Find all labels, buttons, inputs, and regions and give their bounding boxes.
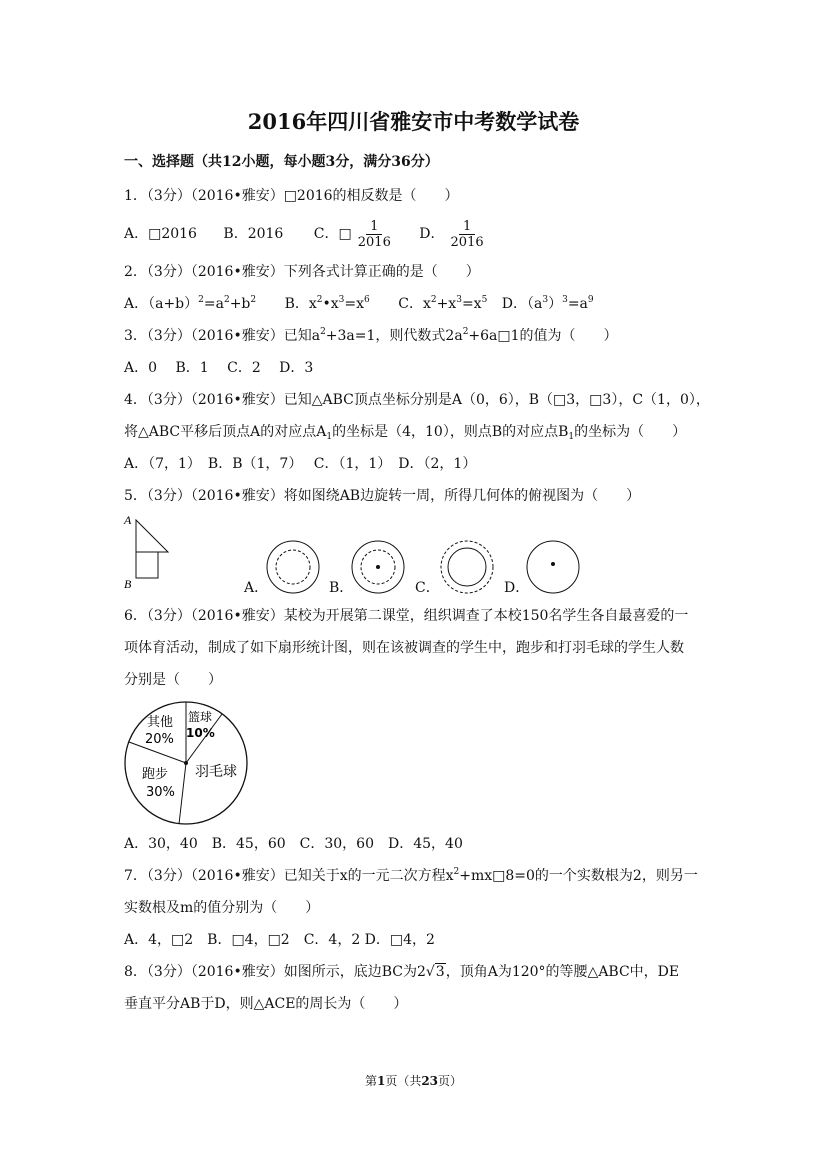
q6-line2: 项体育活动，制成了如下扇形统计图，则在该被调查的学生中，跑步和打羽毛球的学生人数 (124, 640, 684, 656)
q3-options: A．0 B．1 C．2 D．3 (124, 360, 314, 376)
slice-label-running: 跑步 (142, 767, 169, 782)
q8-line1: 8．（3分）（2016•雅安）如图所示，底边BC为2√3，顶角A为120°的等腰△ABC中，DE (124, 964, 680, 980)
q6-options: A．30，40 B．45，60 C．30，60 D．45，40 (124, 836, 463, 852)
q1-option-b: B．2016 (223, 226, 284, 242)
q2-option-c: C．$x^2+x^3=x^5$ (398, 295, 488, 312)
q2-option-a: A．$(a+b)^2=a^2+b^2$ (124, 295, 257, 312)
q5-stem: 5．（3分）（2016•雅安）将如图绕AB边旋转一周，所得几何体的俯视图为（ ） (124, 488, 641, 504)
pie-divider (179, 763, 186, 824)
q1-option-a: A．□2016 (124, 226, 197, 242)
page-title: 2016年四川省雅安市中考数学试卷 (247, 109, 580, 134)
pie-center (184, 761, 188, 765)
q5-option-c-figure (438, 538, 496, 596)
square (136, 552, 158, 578)
q4-line1: 4．（3分）（2016•雅安）已知△ABC顶点坐标分别是A（0，6），B（□3，□3），C（1，0）， (124, 392, 710, 408)
q7-line2: 实数根及m的值分别为（ ） (124, 900, 320, 916)
q7-options: A．4，□2 B．□4，□2 C．4，2 D．□4，2 (124, 932, 435, 948)
q3-stem: 3．（3分）（2016•雅安）已知$a^2+3a=1$，则代数式$2a^2+6a□1$的值为（ ） (124, 327, 618, 344)
slice-pct-other: 20% (145, 732, 174, 747)
slice-pct-basketball: 10% (186, 726, 215, 740)
q5-option-b: B． (329, 580, 354, 596)
slice-label-basketball: 篮球 (188, 710, 213, 724)
q1-option-c: C．□ $\frac{1}{2016}$ (314, 226, 397, 242)
q1-stem: 1．（3分）（2016•雅安）□2016的相反数是（ ） (124, 188, 459, 204)
q5-option-a: A． (244, 580, 269, 596)
q2-option-b: B．$x^2•x^3=x^6$ (284, 295, 370, 312)
slice-label-other: 其他 (147, 715, 174, 730)
q2-option-d: D．$(a^3)^3=a^9$ (501, 295, 594, 312)
q4-options: A．（7，1） B．B（1，7） C．（1，1） D．（2，1） (124, 456, 477, 472)
section-heading: 一、选择题（共12小题，每小题3分，满分36分） (124, 154, 439, 170)
q5-option-a-figure (264, 538, 322, 596)
q2-stem: 2．（3分）（2016•雅安）下列各式计算正确的是（ ） (124, 264, 480, 280)
page-footer: 第1页（共23页） (364, 1074, 463, 1088)
q5-figure (118, 512, 188, 592)
label-b: B (124, 577, 132, 591)
q5-option-d: D． (504, 580, 530, 596)
q8-line2: 垂直平分AB于D，则△ACE的周长为（ ） (124, 996, 408, 1012)
q6-pie-chart (122, 700, 252, 830)
label-a: A (124, 513, 132, 527)
sqrt-symbol: √ (425, 964, 435, 980)
q7-line1: 7．（3分）（2016•雅安）已知关于x的一元二次方程$x^2+mx□8=0$的一个实数根为2，则另一 (124, 867, 698, 884)
fraction: $\frac{1}{2016}$ (357, 218, 391, 250)
slice-label-badminton: 羽毛球 (195, 764, 237, 780)
fraction: $\frac{1}{2016}$ (450, 218, 484, 250)
q5-option-c: C． (415, 580, 440, 596)
slice-pct-running: 30% (146, 785, 175, 800)
q5-option-b-figure (349, 538, 407, 596)
q4-line2: 将△ABC平移后顶点A的对应点$A_1$的坐标是（4，10），则点B的对应点$B_1$的坐标为（ ） (124, 424, 687, 442)
triangle (136, 520, 168, 552)
q2-options (124, 294, 594, 314)
q1-options (124, 218, 490, 250)
q6-line3: 分别是（ ） (124, 672, 222, 688)
q1-option-d: D． $\frac{1}{2016}$ (419, 226, 489, 242)
q5-option-d-figure (524, 538, 582, 596)
q6-line1: 6．（3分）（2016•雅安）某校为开展第二课堂，组织调查了本校150名学生各自最喜爱的一 (124, 608, 689, 624)
